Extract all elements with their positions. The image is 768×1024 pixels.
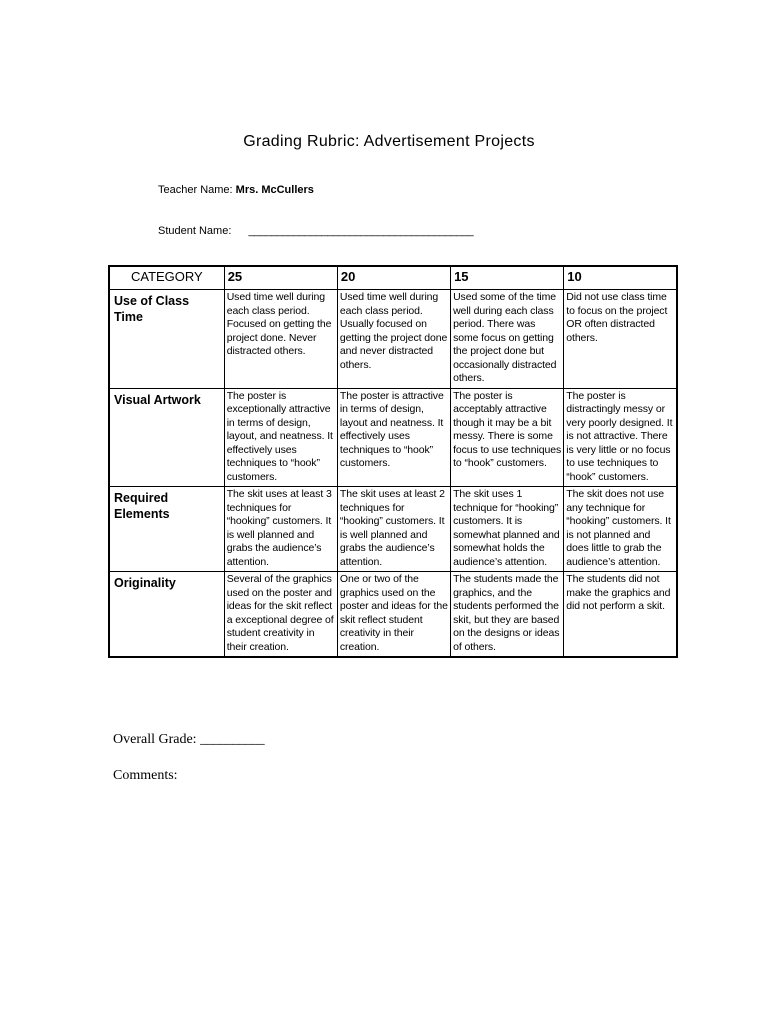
header-score-25: 25	[224, 266, 337, 290]
rubric-cell: Used time well during each class period. Focused on getting the project done. Never distracted others.	[224, 290, 337, 389]
student-name-row	[158, 225, 473, 237]
overall-grade-label: Overall Grade:	[113, 732, 197, 747]
teacher-name-label: Teacher Name:	[158, 184, 233, 196]
header-score-15: 15	[451, 266, 564, 290]
rubric-row	[109, 388, 677, 487]
rubric-cell: The students made the graphics, and the students performed the skit, but they are based on the designs or ideas of others.	[451, 572, 564, 658]
header-score-20: 20	[337, 266, 450, 290]
teacher-name-row	[158, 184, 314, 196]
rubric-cell: Did not use class time to focus on the project OR often distracted others.	[564, 290, 677, 389]
student-name-label: Student Name:	[158, 225, 232, 237]
row-category: Visual Artwork	[109, 388, 224, 487]
rubric-cell: The poster is attractive in terms of design, layout and neatness. It effectively uses techniques to “hook” customers.	[337, 388, 450, 487]
rubric-cell: The poster is exceptionally attractive in terms of design, layout, and neatness. It effectively uses techniques to “hook” customers.	[224, 388, 337, 487]
page-title: Grading Rubric: Advertisement Projects	[243, 133, 535, 150]
rubric-row	[109, 487, 677, 572]
row-category: Originality	[109, 572, 224, 658]
row-category: Required Elements	[109, 487, 224, 572]
rubric-cell: Used time well during each class period. Usually focused on getting the project done and never distracted others.	[337, 290, 450, 389]
header-score-10: 10	[564, 266, 677, 290]
comments-label: Comments:	[113, 768, 178, 783]
student-name-blank: ________________________________________	[248, 225, 474, 237]
teacher-name-value: Mrs. McCullers	[235, 184, 314, 196]
rubric-cell: The skit does not use any technique for “hooking” customers. It is not planned and does little to grab the audience’s attention.	[564, 487, 677, 572]
rubric-header-row	[109, 266, 677, 290]
rubric-cell: One or two of the graphics used on the poster and ideas for the skit reflect student creativity in their creation.	[337, 572, 450, 658]
rubric-cell: The skit uses at least 2 techniques for “hooking” customers. It is well planned and grabs the audience’s attention.	[337, 487, 450, 572]
rubric-table	[108, 265, 678, 658]
rubric-cell: The poster is distractingly messy or very poorly designed. It is not attractive. There is very little or no focus to use techniques to “hook” customers.	[564, 388, 677, 487]
rubric-cell: Used some of the time well during each class period. There was some focus on getting the project done but occasionally distracted others.	[451, 290, 564, 389]
rubric-cell: Several of the graphics used on the poster and ideas for the skit reflect a exceptional degree of student creativity in their creation.	[224, 572, 337, 658]
rubric-cell: The students did not make the graphics and did not perform a skit.	[564, 572, 677, 658]
overall-grade-row	[113, 732, 264, 748]
rubric-row	[109, 290, 677, 389]
row-category: Use of Class Time	[109, 290, 224, 389]
header-category: CATEGORY	[109, 266, 224, 290]
rubric-cell: The skit uses at least 3 techniques for “hooking” customers. It is well planned and grabs the audience’s attention.	[224, 487, 337, 572]
overall-grade-blank: __________	[200, 732, 265, 747]
rubric-cell: The poster is acceptably attractive though it may be a bit messy. There is some focus to use techniques to “hook” customers.	[451, 388, 564, 487]
rubric-cell: The skit uses 1 technique for “hooking” customers. It is somewhat planned and somewhat holds the audience’s attention.	[451, 487, 564, 572]
rubric-row	[109, 572, 677, 658]
